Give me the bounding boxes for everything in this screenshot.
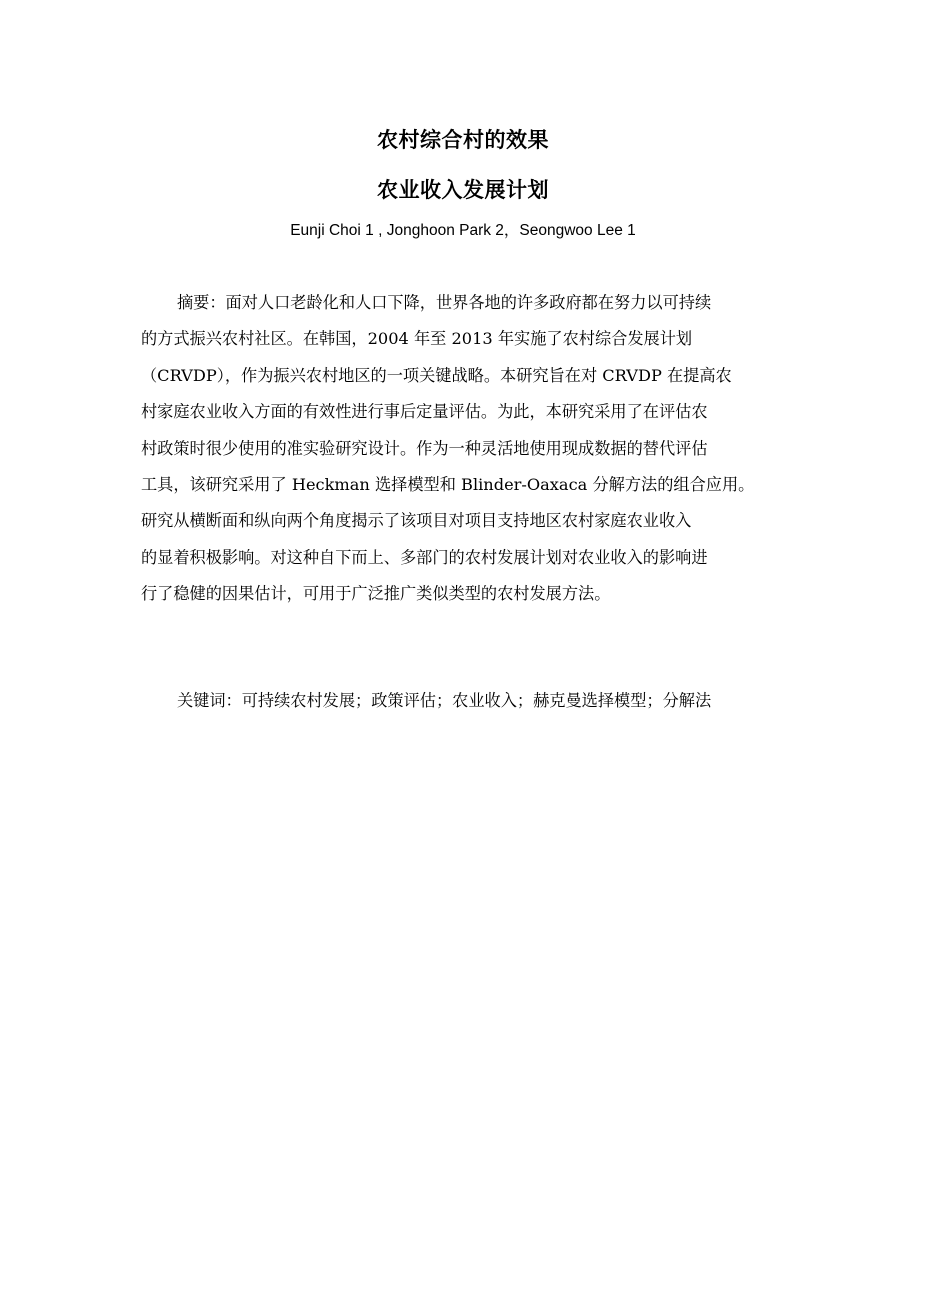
paper-title-line-1: 农村综合村的效果 xyxy=(377,128,549,152)
author-list: Eunji Choi 1 , Jonghoon Park 2，Seongwoo Lee 1 xyxy=(290,222,636,239)
keywords-line: 关键词：可持续农村发展；政策评估；农业收入；赫克曼选择模型；分解法 xyxy=(177,691,712,710)
abstract-line: 摘要：面对人口老龄化和人口下降，世界各地的许多政府都在努力以可持续 xyxy=(177,293,712,312)
abstract-line: 研究从横断面和纵向两个角度揭示了该项目对项目支持地区农村家庭农业收入 xyxy=(141,511,692,531)
abstract-line: （CRVDP），作为振兴农村地区的一项关键战略。本研究旨在对 CRVDP 在提高农 xyxy=(141,365,732,385)
abstract-line: 行了稳健的因果估计，可用于广泛推广类似类型的农村发展方法。 xyxy=(141,584,611,604)
abstract-line: 的显着积极影响。对这种自下而上、多部门的农村发展计划对农业收入的影响进 xyxy=(141,547,708,567)
abstract-line: 的方式振兴农村社区。在韩国，2004 年至 2013 年实施了农村综合发展计划 xyxy=(141,329,693,349)
abstract-line: 工具，该研究采用了 Heckman 选择模型和 Blinder-Oaxaca 分解方法的组合应用。 xyxy=(141,475,755,495)
abstract-paragraph xyxy=(141,285,789,613)
paper-title-line-2: 农业收入发展计划 xyxy=(377,178,549,202)
abstract-line: 村政策时很少使用的准实验研究设计。作为一种灵活地使用现成数据的替代评估 xyxy=(141,438,708,458)
abstract-line: 村家庭农业收入方面的有效性进行事后定量评估。为此，本研究采用了在评估农 xyxy=(141,402,708,422)
